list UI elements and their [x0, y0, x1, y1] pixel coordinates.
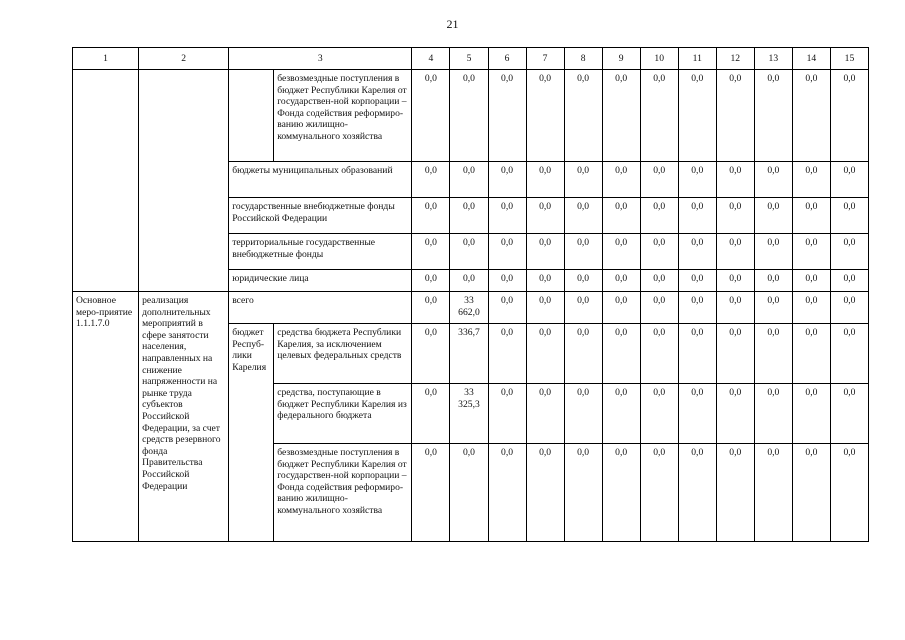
value-cell: 0,0: [640, 234, 678, 270]
value-cell: 0,0: [830, 70, 868, 162]
value-cell: 0,0: [716, 162, 754, 198]
column-header: 4: [412, 48, 450, 70]
value-cell: 0,0: [678, 70, 716, 162]
value-cell: 0,0: [640, 198, 678, 234]
value-cell: 0,0: [716, 324, 754, 384]
event-cell-continued: [73, 70, 139, 292]
value-cell: 0,0: [450, 70, 488, 162]
column-header: 5: [450, 48, 488, 70]
value-cell: 0,0: [488, 70, 526, 162]
value-cell: 0,0: [602, 444, 640, 542]
value-cell: 0,0: [754, 162, 792, 198]
value-cell: 0,0: [716, 70, 754, 162]
value-cell: 0,0: [488, 292, 526, 324]
value-cell: 0,0: [526, 198, 564, 234]
value-cell: 0,0: [716, 292, 754, 324]
value-cell: 0,0: [678, 162, 716, 198]
value-cell: 0,0: [716, 444, 754, 542]
value-cell: 0,0: [792, 70, 830, 162]
column-header: 8: [564, 48, 602, 70]
value-cell: 0,0: [526, 234, 564, 270]
value-cell: 0,0: [412, 162, 450, 198]
value-cell: 0,0: [412, 384, 450, 444]
value-cell: 0,0: [678, 324, 716, 384]
budget-group-cell: бюджет Респуб-лики Карелия: [229, 324, 274, 542]
value-cell: 0,0: [830, 324, 868, 384]
column-header: 6: [488, 48, 526, 70]
value-cell: 0,0: [526, 292, 564, 324]
column-header: 9: [602, 48, 640, 70]
value-cell: 0,0: [488, 198, 526, 234]
value-cell: 0,0: [678, 292, 716, 324]
row-label: государственные внебюджетные фонды Российской Федерации: [229, 198, 412, 234]
value-cell: 0,0: [792, 198, 830, 234]
value-cell: 0,0: [716, 234, 754, 270]
table-row: [73, 292, 869, 324]
value-cell: 0,0: [526, 324, 564, 384]
row-label-total: всего: [229, 292, 412, 324]
value-cell: 0,0: [792, 162, 830, 198]
column-header: 2: [139, 48, 229, 70]
value-cell: 0,0: [640, 324, 678, 384]
value-cell: 0,0: [564, 162, 602, 198]
value-cell: 0,0: [412, 198, 450, 234]
value-cell: 0,0: [412, 324, 450, 384]
value-cell: 0,0: [488, 234, 526, 270]
value-cell: 0,0: [678, 444, 716, 542]
value-cell: 0,0: [754, 270, 792, 292]
value-cell: 0,0: [792, 234, 830, 270]
value-cell: 0,0: [640, 444, 678, 542]
value-cell: 0,0: [450, 198, 488, 234]
value-cell: 0,0: [526, 162, 564, 198]
column-header: 14: [792, 48, 830, 70]
value-cell: 0,0: [792, 384, 830, 444]
value-cell: 0,0: [792, 324, 830, 384]
column-header: 7: [526, 48, 564, 70]
value-cell: 0,0: [602, 162, 640, 198]
value-cell: 0,0: [602, 324, 640, 384]
value-cell: 0,0: [412, 270, 450, 292]
value-cell: 0,0: [488, 270, 526, 292]
value-cell: 0,0: [602, 270, 640, 292]
value-cell: 0,0: [564, 444, 602, 542]
value-cell: 33 325,3: [450, 384, 488, 444]
description-cell: реализация дополнительных мероприятий в сфере занятости населения, направленных на снижение напряженности на рынке труда субъектов Российской Федерации, за счет средств резервного фонда Правительства Российской Федерации: [139, 292, 229, 542]
value-cell: 0,0: [830, 292, 868, 324]
value-cell: 0,0: [640, 162, 678, 198]
value-cell: 0,0: [754, 70, 792, 162]
value-cell: 0,0: [830, 270, 868, 292]
value-cell: 0,0: [640, 270, 678, 292]
table-row: [73, 70, 869, 162]
value-cell: 0,0: [716, 384, 754, 444]
value-cell: 0,0: [526, 70, 564, 162]
value-cell: 336,7: [450, 324, 488, 384]
value-cell: 0,0: [792, 444, 830, 542]
column-header: 12: [716, 48, 754, 70]
value-cell: 0,0: [792, 270, 830, 292]
value-cell: 0,0: [526, 384, 564, 444]
page-number: 21: [446, 17, 459, 31]
value-cell: 0,0: [412, 234, 450, 270]
row-label: средства, поступающие в бюджет Республики Карелия из федерального бюджета: [274, 384, 412, 444]
value-cell: 0,0: [830, 384, 868, 444]
value-cell: 0,0: [564, 270, 602, 292]
value-cell: 0,0: [488, 324, 526, 384]
row-label: территориальные государственные внебюджетные фонды: [229, 234, 412, 270]
value-cell: 0,0: [488, 162, 526, 198]
value-cell: 0,0: [678, 384, 716, 444]
column-header: 13: [754, 48, 792, 70]
value-cell: 0,0: [830, 162, 868, 198]
event-cell: Основное меро-приятие 1.1.1.7.0: [73, 292, 139, 542]
column-header: 11: [678, 48, 716, 70]
value-cell: 0,0: [716, 198, 754, 234]
budget-group-cell-continued: [229, 70, 274, 162]
value-cell: 0,0: [792, 292, 830, 324]
value-cell: 0,0: [754, 324, 792, 384]
value-cell: 0,0: [602, 70, 640, 162]
row-label: юридические лица: [229, 270, 412, 292]
value-cell: 0,0: [412, 444, 450, 542]
value-cell: 0,0: [450, 162, 488, 198]
value-cell: 0,0: [678, 198, 716, 234]
row-label: средства бюджета Республики Карелия, за исключением целевых федеральных средств: [274, 324, 412, 384]
row-label: бюджеты муниципальных образований: [229, 162, 412, 198]
column-header: 10: [640, 48, 678, 70]
value-cell: 0,0: [564, 70, 602, 162]
value-cell: 0,0: [754, 292, 792, 324]
value-cell: 0,0: [830, 198, 868, 234]
value-cell: 0,0: [602, 292, 640, 324]
value-cell: 0,0: [602, 198, 640, 234]
value-cell: 0,0: [716, 270, 754, 292]
value-cell: 0,0: [602, 234, 640, 270]
row-label: безвозмездные поступления в бюджет Республики Карелия от государствен-ной корпорации – Фонда содействия реформиро-ванию жилищно-коммунального хозяйства: [274, 444, 412, 542]
value-cell: 0,0: [678, 234, 716, 270]
value-cell: 0,0: [412, 292, 450, 324]
value-cell: 0,0: [754, 444, 792, 542]
value-cell: 0,0: [564, 384, 602, 444]
value-cell: 0,0: [488, 384, 526, 444]
value-cell: 0,0: [564, 198, 602, 234]
value-cell: 0,0: [830, 234, 868, 270]
row-label: безвозмездные поступления в бюджет Республики Карелия от государствен-ной корпорации – Фонда содействия реформиро-ванию жилищно-коммунального хозяйства: [274, 70, 412, 162]
column-header: 15: [830, 48, 868, 70]
value-cell: 0,0: [754, 198, 792, 234]
value-cell: 0,0: [450, 234, 488, 270]
budget-table: [72, 47, 869, 542]
value-cell: 0,0: [754, 234, 792, 270]
value-cell: 33 662,0: [450, 292, 488, 324]
value-cell: 0,0: [488, 444, 526, 542]
value-cell: 0,0: [450, 270, 488, 292]
value-cell: 0,0: [564, 234, 602, 270]
value-cell: 0,0: [526, 270, 564, 292]
column-header: 3: [229, 48, 412, 70]
value-cell: 0,0: [640, 384, 678, 444]
column-header-row: [73, 48, 869, 70]
value-cell: 0,0: [412, 70, 450, 162]
value-cell: 0,0: [602, 384, 640, 444]
value-cell: 0,0: [678, 270, 716, 292]
column-header: 1: [73, 48, 139, 70]
value-cell: 0,0: [450, 444, 488, 542]
value-cell: 0,0: [754, 384, 792, 444]
value-cell: 0,0: [526, 444, 564, 542]
description-cell-continued: [139, 70, 229, 292]
value-cell: 0,0: [564, 324, 602, 384]
value-cell: 0,0: [564, 292, 602, 324]
value-cell: 0,0: [640, 292, 678, 324]
value-cell: 0,0: [640, 70, 678, 162]
value-cell: 0,0: [830, 444, 868, 542]
